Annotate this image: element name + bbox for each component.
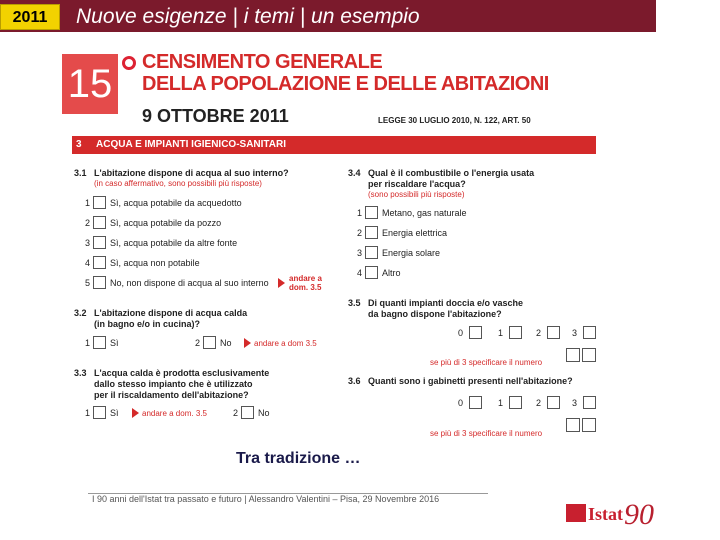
number-entry-boxes[interactable]: [566, 418, 598, 432]
form-number: 15: [62, 54, 118, 114]
count-option[interactable]: 3: [572, 396, 600, 409]
arrow-right-icon: [244, 338, 251, 348]
section-bar: [72, 136, 596, 154]
checkbox[interactable]: [583, 326, 596, 339]
question-text: L'abitazione dispone di acqua calda (in bagno e/o in cucina)?: [94, 308, 248, 329]
checkbox[interactable]: [93, 236, 106, 249]
checkbox[interactable]: [547, 396, 560, 409]
checkbox[interactable]: [469, 326, 482, 339]
question-number: 3.2: [74, 308, 87, 318]
census-title: CENSIMENTO GENERALE DELLA POPOLAZIONE E DELLE ABITAZIONI: [142, 51, 549, 95]
law-reference: LEGGE 30 LUGLIO 2010, N. 122, ART. 50: [378, 116, 531, 125]
checkbox[interactable]: [365, 266, 378, 279]
option-row[interactable]: 1 Sì: [84, 337, 119, 348]
checkbox[interactable]: [93, 256, 106, 269]
question-text: Di quanti impianti doccia e/o vasche da bagno dispone l'abitazione?: [368, 298, 524, 319]
option-row[interactable]: 5 No, non dispone di acqua al suo interno: [84, 277, 269, 288]
option-row[interactable]: 2 Energia elettrica: [356, 227, 448, 238]
option-row[interactable]: 1 Sì: [84, 407, 119, 418]
option-row[interactable]: 4 Sì, acqua non potabile: [84, 257, 200, 268]
section-title: ACQUA E IMPIANTI IGIENICO-SANITARI: [96, 139, 286, 150]
checkbox[interactable]: [93, 276, 106, 289]
count-option[interactable]: 1: [498, 396, 526, 409]
checkbox[interactable]: [203, 336, 216, 349]
option-row[interactable]: 4 Altro: [356, 267, 401, 278]
question-number: 3.3: [74, 368, 87, 378]
specify-note: se più di 3 specificare il numero: [430, 429, 543, 438]
question-text: L'acqua calda è prodotta esclusivamente dallo stesso impianto che è utilizzato per il riscaldamento dell'abitazione?: [94, 368, 270, 400]
checkbox[interactable]: [241, 406, 254, 419]
option-row[interactable]: 2 Sì, acqua potabile da pozzo: [84, 217, 222, 228]
question-text: Quanti sono i gabinetti presenti nell'abitazione?: [368, 376, 573, 386]
option-row[interactable]: 2 No: [194, 337, 232, 348]
question-number: 3.5: [348, 298, 361, 308]
goto-note: andare a dom. 3.5: [142, 409, 207, 418]
checkbox[interactable]: [365, 226, 378, 239]
specify-note: se più di 3 specificare il numero: [430, 358, 543, 367]
option-row[interactable]: 3 Energia solare: [356, 247, 441, 258]
count-option[interactable]: 0: [458, 326, 486, 339]
checkbox[interactable]: [93, 406, 106, 419]
count-option[interactable]: 3: [572, 326, 600, 339]
footer-text: I 90 anni dell'Istat tra passato e futuro | Alessandro Valentini – Pisa, 29 Novembre 2016: [92, 494, 440, 504]
count-option[interactable]: 2: [536, 326, 564, 339]
question-number: 3.1: [74, 168, 87, 178]
checkbox[interactable]: [469, 396, 482, 409]
year-badge: 2011: [0, 4, 60, 30]
census-date: 9 OTTOBRE 2011: [142, 106, 289, 126]
option-row[interactable]: 3 Sì, acqua potabile da altre fonte: [84, 237, 238, 248]
question-text: Qual è il combustibile o l'energia usata per riscaldare l'acqua?: [368, 168, 535, 189]
checkbox[interactable]: [509, 396, 522, 409]
goto-note: andare a dom 3.5: [254, 339, 317, 348]
checkbox[interactable]: [93, 196, 106, 209]
goto-note: andare a dom. 3.5: [289, 274, 322, 292]
circle-mark-icon: [122, 56, 136, 70]
checkbox[interactable]: [509, 326, 522, 339]
question-number: 3.4: [348, 168, 361, 178]
checkbox[interactable]: [93, 216, 106, 229]
logo-mark-icon: [566, 504, 586, 522]
istat-logo: Istat 90: [566, 500, 666, 534]
caption: Tra tradizione …: [236, 450, 361, 467]
census-form-image: [62, 36, 608, 438]
checkbox[interactable]: [583, 396, 596, 409]
question-note: (in caso affermativo, sono possibili più risposte): [94, 179, 262, 188]
checkbox[interactable]: [547, 326, 560, 339]
question-note: (sono possibili più risposte): [368, 190, 465, 199]
option-row[interactable]: 1 Metano, gas naturale: [356, 207, 467, 218]
option-row[interactable]: 2 No: [232, 407, 270, 418]
question-number: 3.6: [348, 376, 361, 386]
section-number: 3: [76, 139, 82, 150]
checkbox[interactable]: [365, 246, 378, 259]
arrow-right-icon: [278, 278, 285, 288]
arrow-right-icon: [132, 408, 139, 418]
count-option[interactable]: 2: [536, 396, 564, 409]
option-row[interactable]: 1 Sì, acqua potabile da acquedotto: [84, 197, 242, 208]
checkbox[interactable]: [365, 206, 378, 219]
slide-title: Nuove esigenze | i temi | un esempio: [76, 5, 420, 28]
number-entry-boxes[interactable]: [566, 348, 598, 362]
count-option[interactable]: 0: [458, 396, 486, 409]
checkbox[interactable]: [93, 336, 106, 349]
count-option[interactable]: 1: [498, 326, 526, 339]
question-text: L'abitazione dispone di acqua al suo interno?: [94, 168, 289, 178]
